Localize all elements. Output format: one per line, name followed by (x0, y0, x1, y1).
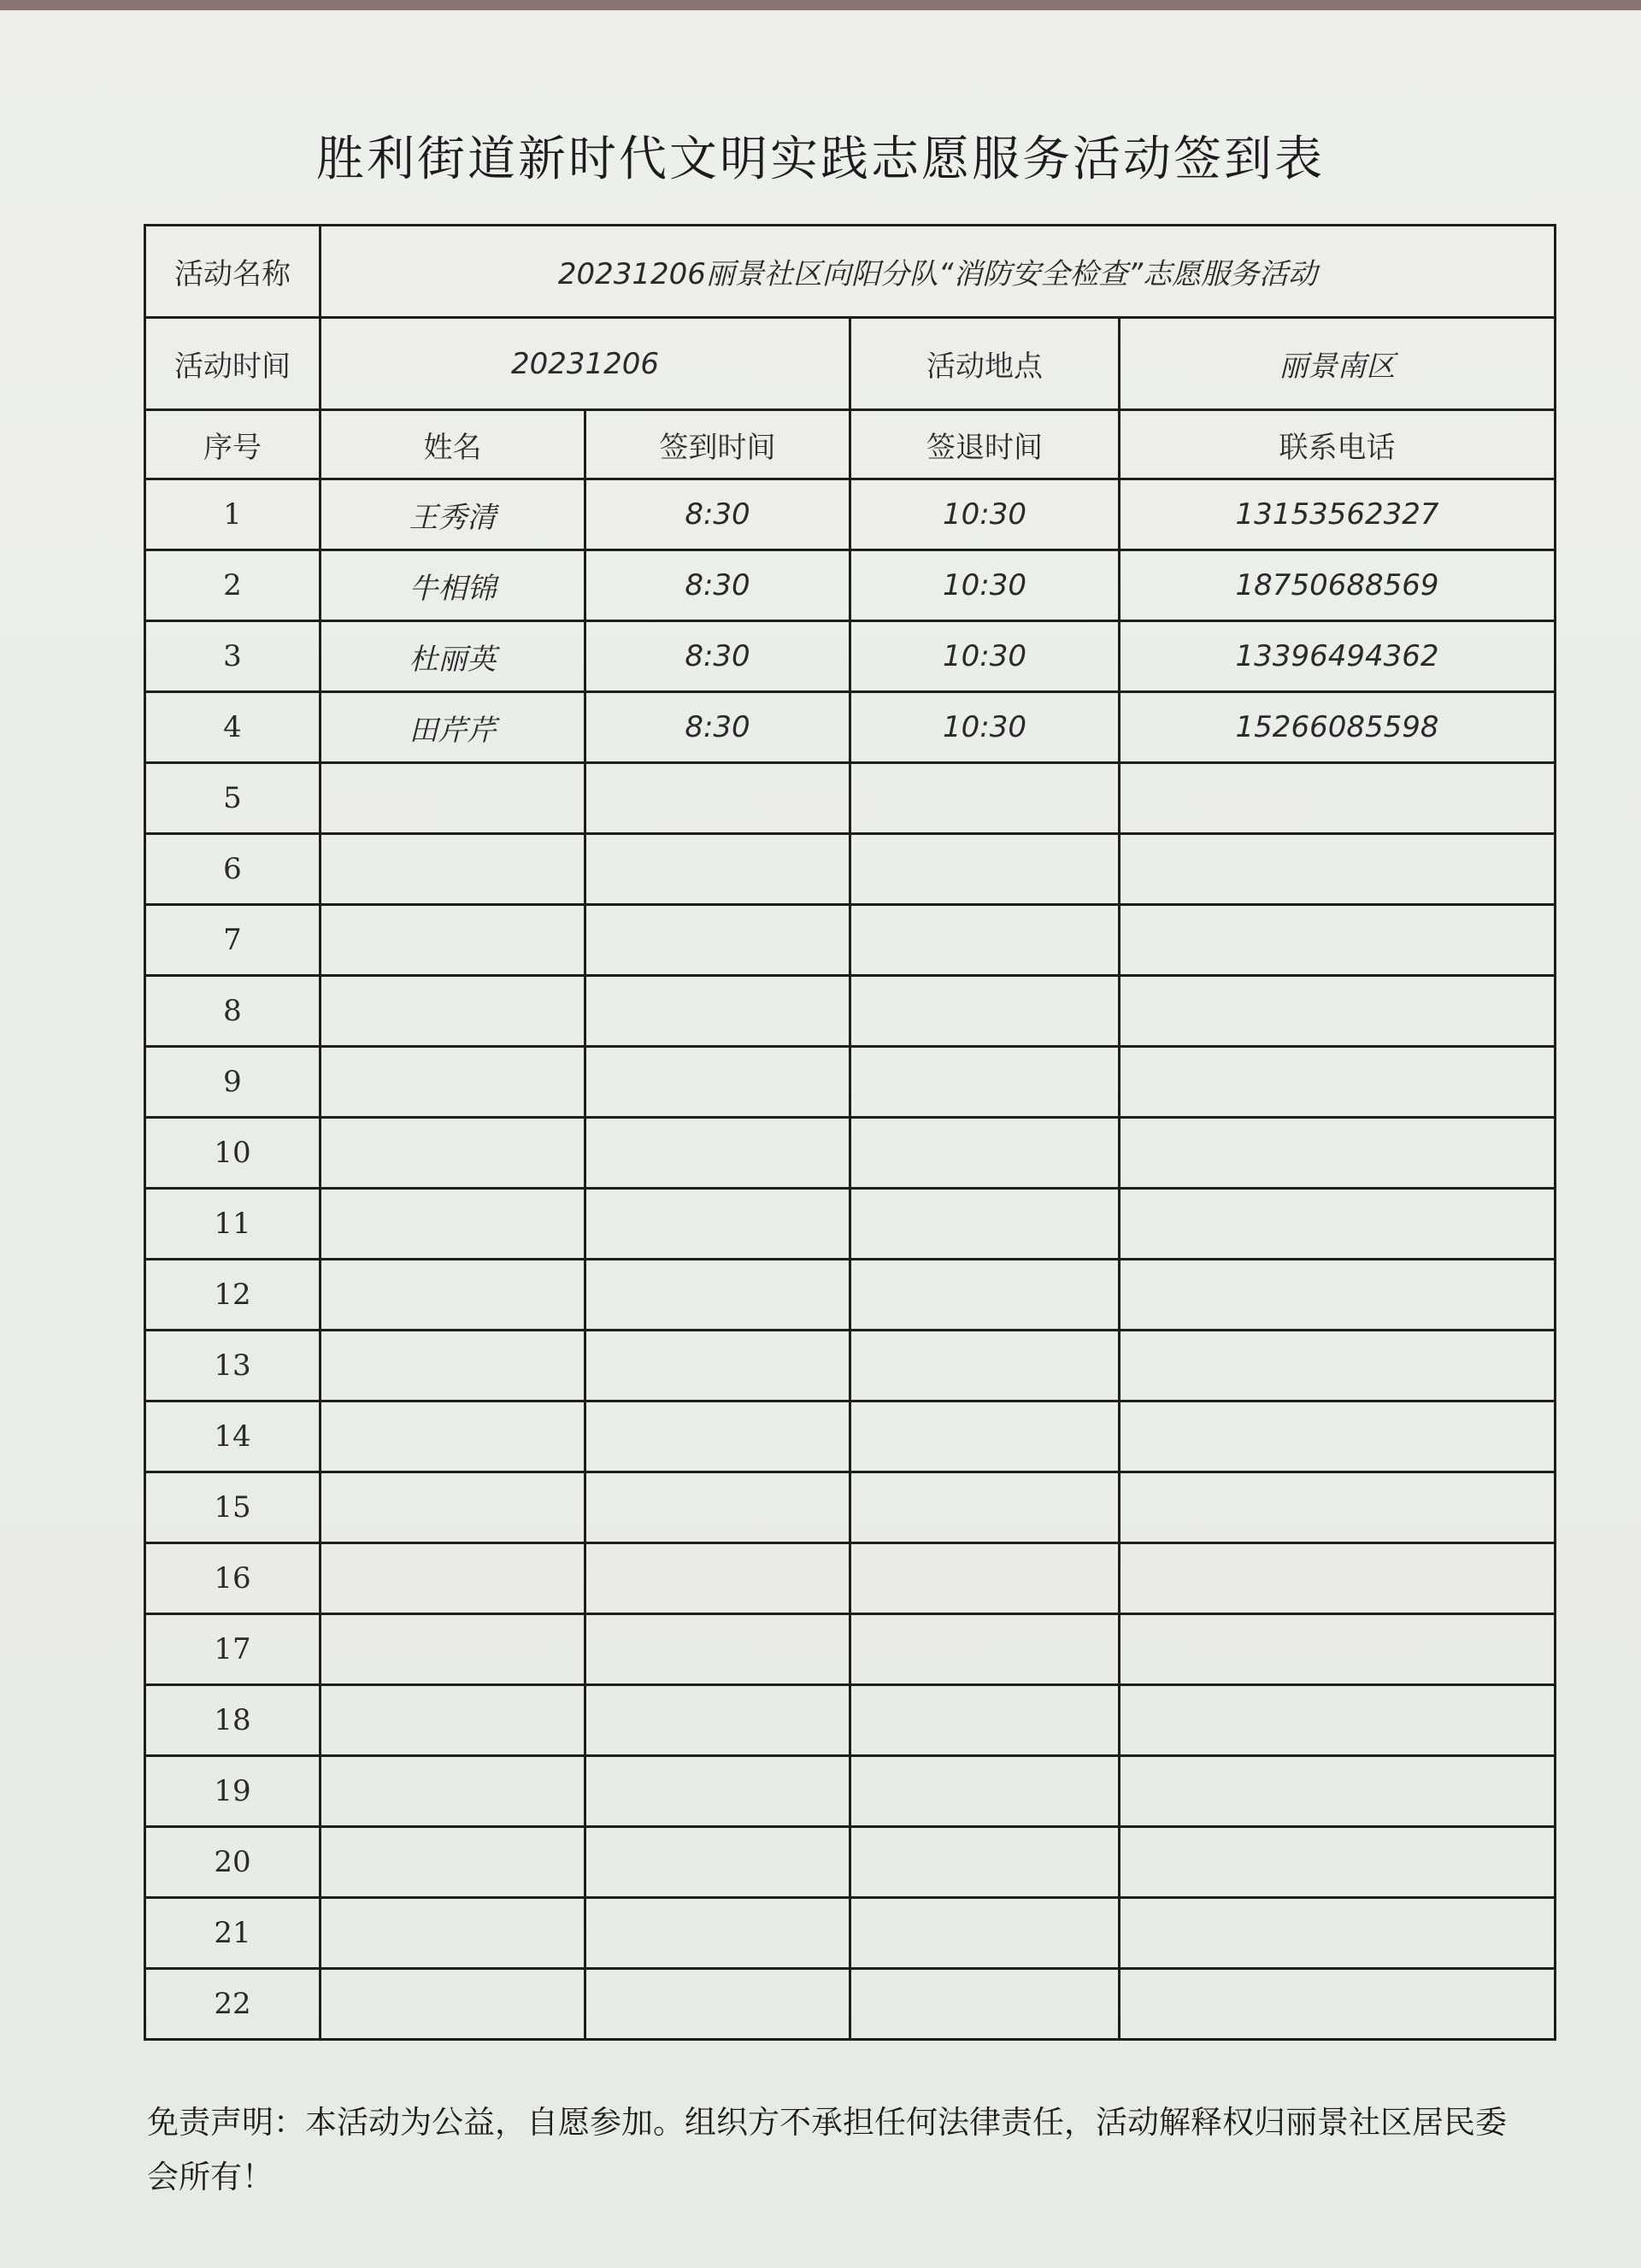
row-index: 7 (145, 905, 321, 976)
table-row (145, 621, 1556, 692)
activity-name-value: 20231206丽景社区向阳分队“消防安全检查”志愿服务活动 (321, 226, 1556, 318)
row-index: 16 (145, 1543, 321, 1614)
row-sign-out-time (850, 1614, 1120, 1685)
row-phone: 15266085598 (1120, 692, 1556, 763)
row-sign-out-time (850, 834, 1120, 905)
row-sign-out-time (850, 1756, 1120, 1827)
row-name: 田芹芹 (321, 692, 585, 763)
row-sign-in-time (585, 1189, 850, 1260)
row-sign-out-time: 10:30 (850, 479, 1120, 550)
page-title: 胜利街道新时代文明实践志愿服务活动签到表 (316, 132, 1325, 187)
activity-name-label: 活动名称 (145, 226, 321, 318)
activity-name-row (145, 226, 1556, 318)
table-row (145, 1543, 1556, 1614)
row-sign-in-time (585, 1472, 850, 1543)
row-index: 13 (145, 1331, 321, 1401)
row-name (321, 1472, 585, 1543)
header-sign-in: 签到时间 (585, 410, 850, 479)
row-sign-out-time (850, 1189, 1120, 1260)
table-row (145, 1827, 1556, 1898)
row-phone (1120, 976, 1556, 1047)
activity-place-value: 丽景南区 (1120, 318, 1556, 410)
row-phone (1120, 1472, 1556, 1543)
row-index: 14 (145, 1401, 321, 1472)
row-index: 19 (145, 1756, 321, 1827)
activity-time-label: 活动时间 (145, 318, 321, 410)
row-name (321, 1401, 585, 1472)
row-sign-in-time: 8:30 (585, 479, 850, 550)
row-index: 17 (145, 1614, 321, 1685)
row-sign-in-time (585, 1756, 850, 1827)
row-phone (1120, 1331, 1556, 1401)
row-sign-out-time (850, 1118, 1120, 1189)
row-name (321, 1898, 585, 1969)
row-sign-out-time (850, 1047, 1120, 1118)
header-index: 序号 (145, 410, 321, 479)
row-index: 1 (145, 479, 321, 550)
row-sign-in-time (585, 1898, 850, 1969)
row-index: 3 (145, 621, 321, 692)
row-sign-in-time: 8:30 (585, 621, 850, 692)
row-sign-in-time (585, 976, 850, 1047)
row-name (321, 1827, 585, 1898)
row-sign-in-time (585, 763, 850, 834)
row-sign-out-time (850, 1969, 1120, 2040)
row-phone (1120, 1685, 1556, 1756)
row-phone (1120, 1047, 1556, 1118)
row-phone (1120, 1118, 1556, 1189)
table-row (145, 1898, 1556, 1969)
row-sign-in-time (585, 1969, 850, 2040)
row-index: 6 (145, 834, 321, 905)
row-sign-in-time (585, 1118, 850, 1189)
row-phone (1120, 1756, 1556, 1827)
row-name (321, 1543, 585, 1614)
row-phone (1120, 1401, 1556, 1472)
row-sign-out-time (850, 1543, 1120, 1614)
table-row (145, 550, 1556, 621)
header-phone: 联系电话 (1120, 410, 1556, 479)
row-sign-in-time (585, 1614, 850, 1685)
row-sign-in-time: 8:30 (585, 550, 850, 621)
row-name (321, 1118, 585, 1189)
table-row (145, 1189, 1556, 1260)
row-sign-out-time (850, 976, 1120, 1047)
row-index: 21 (145, 1898, 321, 1969)
table-row (145, 1331, 1556, 1401)
row-sign-in-time (585, 1260, 850, 1331)
row-name (321, 1331, 585, 1401)
row-sign-in-time (585, 1543, 850, 1614)
row-phone (1120, 1260, 1556, 1331)
row-index: 4 (145, 692, 321, 763)
row-name (321, 905, 585, 976)
row-name (321, 1047, 585, 1118)
header-name: 姓名 (321, 410, 585, 479)
row-name (321, 834, 585, 905)
table-row (145, 1260, 1556, 1331)
row-sign-out-time (850, 905, 1120, 976)
row-phone (1120, 1543, 1556, 1614)
row-sign-out-time (850, 1827, 1120, 1898)
row-index: 10 (145, 1118, 321, 1189)
sign-in-table (144, 224, 1556, 2041)
row-name (321, 1614, 585, 1685)
row-index: 9 (145, 1047, 321, 1118)
row-name (321, 976, 585, 1047)
table-row (145, 763, 1556, 834)
row-sign-in-time: 8:30 (585, 692, 850, 763)
table-row (145, 976, 1556, 1047)
row-name (321, 1969, 585, 2040)
table-row (145, 1401, 1556, 1472)
row-name (321, 1756, 585, 1827)
activity-time-value: 20231206 (321, 318, 850, 410)
table-row (145, 1614, 1556, 1685)
table-row (145, 834, 1556, 905)
row-phone (1120, 834, 1556, 905)
row-name: 杜丽英 (321, 621, 585, 692)
row-phone (1120, 763, 1556, 834)
row-index: 11 (145, 1189, 321, 1260)
row-name (321, 763, 585, 834)
row-sign-out-time: 10:30 (850, 621, 1120, 692)
row-sign-out-time (850, 1472, 1120, 1543)
row-sign-in-time (585, 1047, 850, 1118)
row-sign-in-time (585, 1685, 850, 1756)
row-index: 12 (145, 1260, 321, 1331)
table-row (145, 1472, 1556, 1543)
table-row (145, 1756, 1556, 1827)
row-index: 15 (145, 1472, 321, 1543)
row-sign-out-time (850, 1898, 1120, 1969)
activity-time-row (145, 318, 1556, 410)
table-header-row (145, 410, 1556, 479)
table-row (145, 1685, 1556, 1756)
row-sign-in-time (585, 1401, 850, 1472)
activity-place-label: 活动地点 (850, 318, 1120, 410)
row-sign-in-time (585, 834, 850, 905)
table-row (145, 479, 1556, 550)
row-phone: 13153562327 (1120, 479, 1556, 550)
row-index: 8 (145, 976, 321, 1047)
row-phone: 13396494362 (1120, 621, 1556, 692)
row-sign-out-time (850, 1331, 1120, 1401)
row-name: 牛相锦 (321, 550, 585, 621)
row-phone: 18750688569 (1120, 550, 1556, 621)
row-phone (1120, 905, 1556, 976)
row-phone (1120, 1969, 1556, 2040)
table-row (145, 692, 1556, 763)
row-sign-in-time (585, 1827, 850, 1898)
row-name (321, 1685, 585, 1756)
disclaimer-text: 免责声明：本活动为公益，自愿参加。组织方不承担任何法律责任，活动解释权归丽景社区居民委会所有！ (147, 2104, 1507, 2195)
row-sign-out-time (850, 1401, 1120, 1472)
row-index: 5 (145, 763, 321, 834)
table-row (145, 1047, 1556, 1118)
table-row (145, 1118, 1556, 1189)
row-sign-in-time (585, 905, 850, 976)
row-sign-out-time (850, 763, 1120, 834)
row-sign-out-time (850, 1685, 1120, 1756)
row-sign-out-time (850, 1260, 1120, 1331)
row-phone (1120, 1898, 1556, 1969)
paper-sheet (0, 10, 1641, 2268)
row-sign-out-time: 10:30 (850, 550, 1120, 621)
row-name (321, 1189, 585, 1260)
row-index: 22 (145, 1969, 321, 2040)
table-row (145, 1969, 1556, 2040)
row-phone (1120, 1189, 1556, 1260)
table-row (145, 905, 1556, 976)
row-name (321, 1260, 585, 1331)
row-sign-out-time: 10:30 (850, 692, 1120, 763)
row-phone (1120, 1614, 1556, 1685)
header-sign-out: 签退时间 (850, 410, 1120, 479)
row-sign-in-time (585, 1331, 850, 1401)
row-index: 20 (145, 1827, 321, 1898)
row-index: 2 (145, 550, 321, 621)
row-index: 18 (145, 1685, 321, 1756)
row-name: 王秀清 (321, 479, 585, 550)
row-phone (1120, 1827, 1556, 1898)
